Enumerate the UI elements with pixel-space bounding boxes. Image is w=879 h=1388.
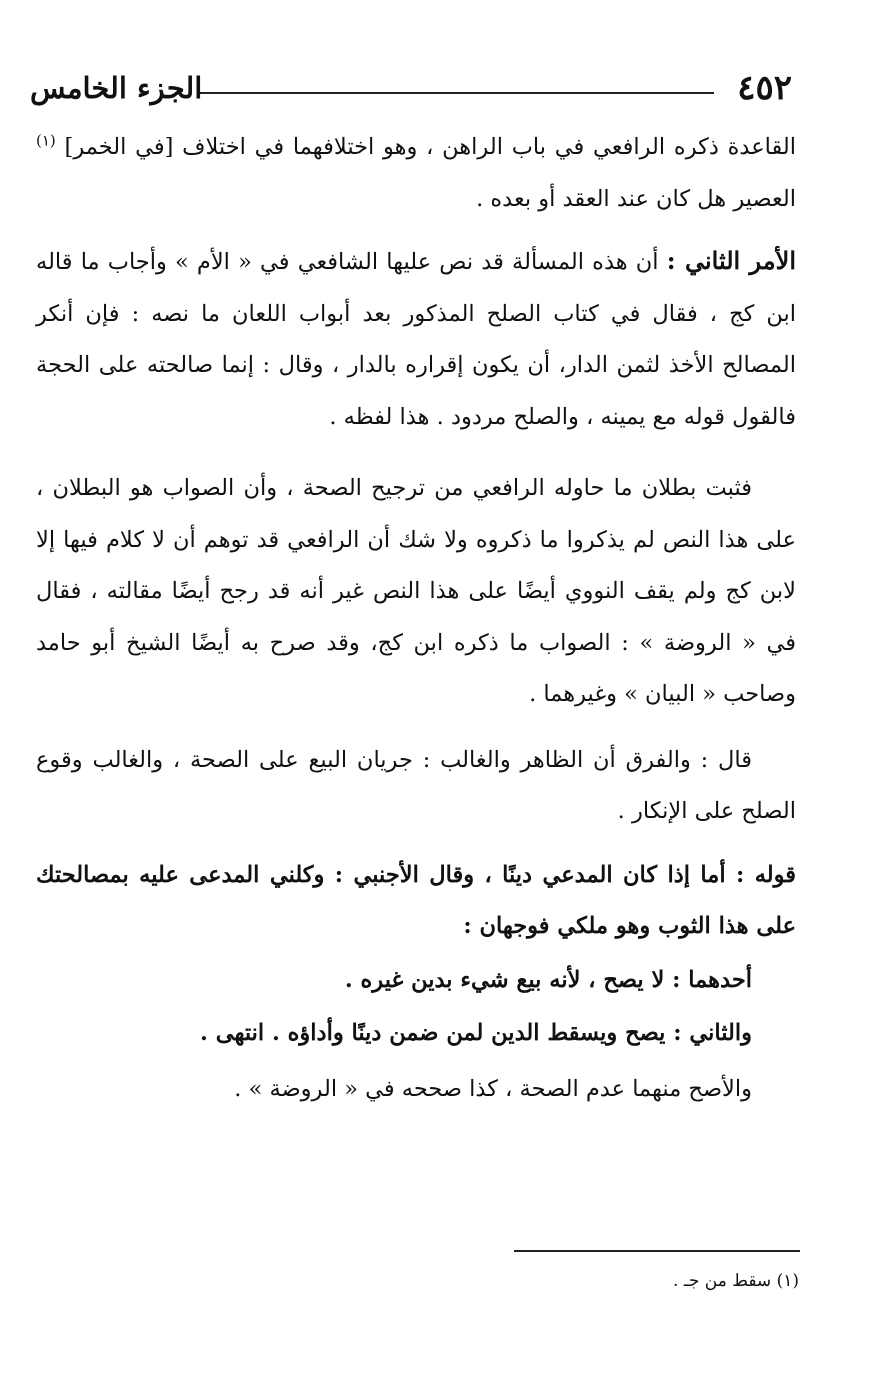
paragraph-1-text-b: العصير هل كان عند العقد أو بعده .: [476, 185, 796, 212]
header-rule: [198, 92, 714, 94]
running-title: الجزء الخامس: [30, 71, 203, 105]
paragraph-3: فثبت بطلان ما حاوله الرافعي من ترجيح الصحة ، وأن الصواب هو البطلان ، على هذا النص لم يذكروا ما ذكروه ولا شك أن الرافعي قد توهم أن لا كلام فيها إلا لابن كج ولم يقف النووي أيضًا على هذا النص غير أنه قد رجح أيضًا مقالته ، فقال في « الروضة » : الصواب ما ذكره ابن كج، وقد صرح به أيضًا الشيخ أبو حامد وصاحب « البيان » وغيرهما .: [36, 475, 796, 707]
footnote-marker: (١): [36, 131, 56, 150]
footnote-rule: [514, 1250, 800, 1252]
paragraph-1: [36, 122, 796, 225]
paragraph-1-text-a: القاعدة ذكره الرافعي في باب الراهن ، وهو اختلافهما في اختلاف [في الخمر]: [64, 134, 796, 160]
paragraph-5-quote: قوله : أما إذا كان المدعي دينًا ، وقال الأجنبي : وكلني المدعى عليه بمصالحتك على هذا الثوب وهو ملكي فوجهان :: [36, 861, 796, 939]
page-header: [30, 66, 792, 110]
paragraph-7-second-view: والثاني : يصح ويسقط الدين لمن ضمن دينًا وأداؤه . انتهى .: [200, 1020, 752, 1046]
paragraph-2-text: أن هذه المسألة قد نص عليها الشافعي في « الأم » وأجاب ما قاله ابن كج ، فقال في كتاب الصلح المذكور بعد أبواب اللعان ما نصه : فإن أنكر المصالح الأخذ لثمن الدار، أن يكون إقراره بالدار ، وقال : إنما صالحته على الحجة فالقول قوله مع يمينه ، والصلح مردود . هذا لفظه .: [36, 249, 796, 430]
paragraph-4: قال : والفرق أن الظاهر والغالب : جريان البيع على الصحة ، والغالب وقوع الصلح على الإنكار .: [36, 746, 796, 824]
paragraph-6-first-view: أحدهما : لا يصح ، لأنه بيع شيء بدين غيره .: [344, 966, 752, 993]
paragraph-2-lead: الأمر الثاني :: [666, 246, 796, 275]
page-body: [36, 122, 796, 1115]
paragraph-8: والأصح منهما عدم الصحة ، كذا صححه في « الروضة » .: [234, 1075, 752, 1102]
footnote: (١) سقط من جـ .: [673, 1271, 799, 1291]
page-number: ٤٥٢: [737, 68, 792, 108]
paragraph-2: [36, 235, 796, 443]
